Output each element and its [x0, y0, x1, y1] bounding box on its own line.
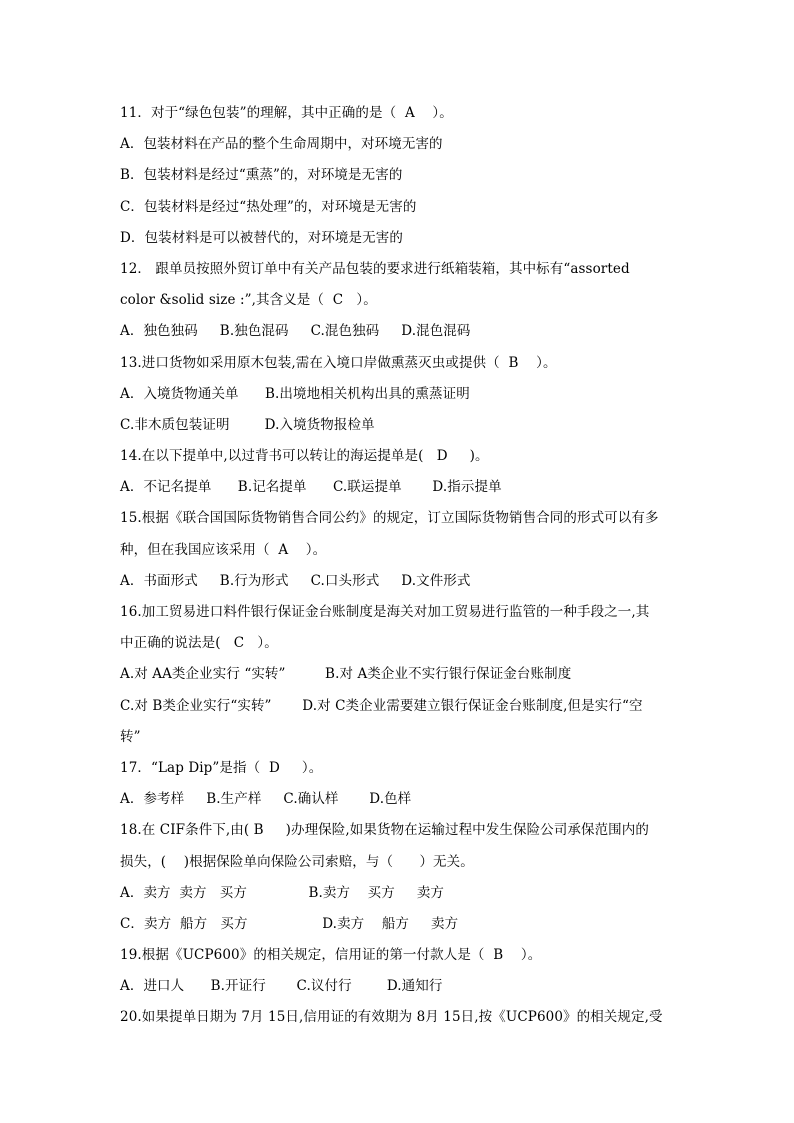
- question-11-option-a: A．包装材料在产品的整个生命周期中，对环境无害的: [120, 136, 443, 153]
- question-11-option-d: D．包装材料是可以被替代的，对环境是无害的: [120, 229, 403, 246]
- question-18-stem-line-1: 18.在 CIF条件下,由( B )办理保险,如果货物在运输过程中发生保险公司承保范围内的: [120, 822, 649, 839]
- question-13-options-line-2: C.非木质包装证明 D.入境货物报检单: [120, 416, 375, 433]
- question-19-stem: 19.根据《UCP600》的相关规定，信用证的第一付款人是（ B ）。: [120, 947, 542, 964]
- question-list: [120, 98, 680, 1034]
- question-19-options: A．进口人 B.开证行 C.议付行 D.通知行: [120, 978, 443, 995]
- question-14-stem: 14.在以下提单中,以过背书可以转让的海运提单是( D )。: [120, 448, 489, 465]
- question-17-options: A．参考样 B.生产样 C.确认样 D.色样: [120, 791, 412, 808]
- question-18-stem-line-2: 损失，( )根据保险单向保险公司索赔，与（ ）无关。: [120, 853, 474, 870]
- question-20-stem-line-1: 20.如果提单日期为 7月 15日,信用证的有效期为 8月 15日,按《UCP600》的相关规定,受: [120, 1009, 663, 1026]
- question-11-stem: 11．对于“绿色包装”的理解，其中正确的是（ A ）。: [120, 105, 453, 121]
- question-16-stem-line-1: 16.加工贸易进口料件银行保证金台账制度是海关对加工贸易进行监管的一种手段之一,其: [120, 604, 650, 620]
- question-15-stem-line-1: 15.根据《联合国国际货物销售合同公约》的规定，订立国际货物销售合同的形式可以有多: [120, 510, 659, 527]
- question-16-options-line-2: C.对 B类企业实行“实转” D.对 C类企业需要建立银行保证金台账制度,但是实行“空: [120, 697, 643, 714]
- question-11-option-c: C．包装材料是经过“热处理”的，对环境是无害的: [120, 198, 417, 215]
- question-12-stem-line-1: 12． 跟单员按照外贸订单中有关产品包装的要求进行纸箱装箱，其中标有“assorted: [120, 260, 630, 277]
- question-15-options: A．书面形式 B.行为形式 C.口头形式 D.文件形式: [120, 572, 471, 589]
- question-13-stem: 13.进口货物如采用原木包装,需在入境口岸做熏蒸灭虫或提供（ B ）。: [120, 354, 557, 371]
- question-11-option-b: B．包装材料是经过“熏蒸”的，对环境是无害的: [120, 167, 403, 184]
- question-18-options-line-1: A．卖方 卖方 买方 B.卖方 买方 卖方: [120, 884, 445, 901]
- question-18-options-line-2: C．卖方 船方 买方 D.卖方 船方 卖方: [120, 915, 459, 932]
- question-17-stem: 17．“Lap Dip”是指（ D ）。: [120, 759, 323, 776]
- question-15-stem-line-2: 种，但在我国应该采用（ A ）。: [120, 541, 327, 558]
- question-12-options: A．独色独码 B.独色混码 C.混色独码 D.混色混码: [120, 323, 471, 340]
- question-16-options-line-3: 转”: [120, 728, 141, 745]
- question-12-stem-line-2: color &solid size :”,其含义是（ C ）。: [120, 292, 377, 309]
- question-13-options-line-1: A．入境货物通关单 B.出境地相关机构出具的熏蒸证明: [120, 385, 470, 402]
- question-16-options-line-1: A.对 AA类企业实行 “实转” B.对 A类企业不实行银行保证金台账制度: [120, 666, 572, 683]
- question-14-options: A．不记名提单 B.记名提单 C.联运提单 D.指示提单: [120, 479, 502, 496]
- question-16-stem-line-2: 中正确的说法是( C ）。: [120, 635, 278, 652]
